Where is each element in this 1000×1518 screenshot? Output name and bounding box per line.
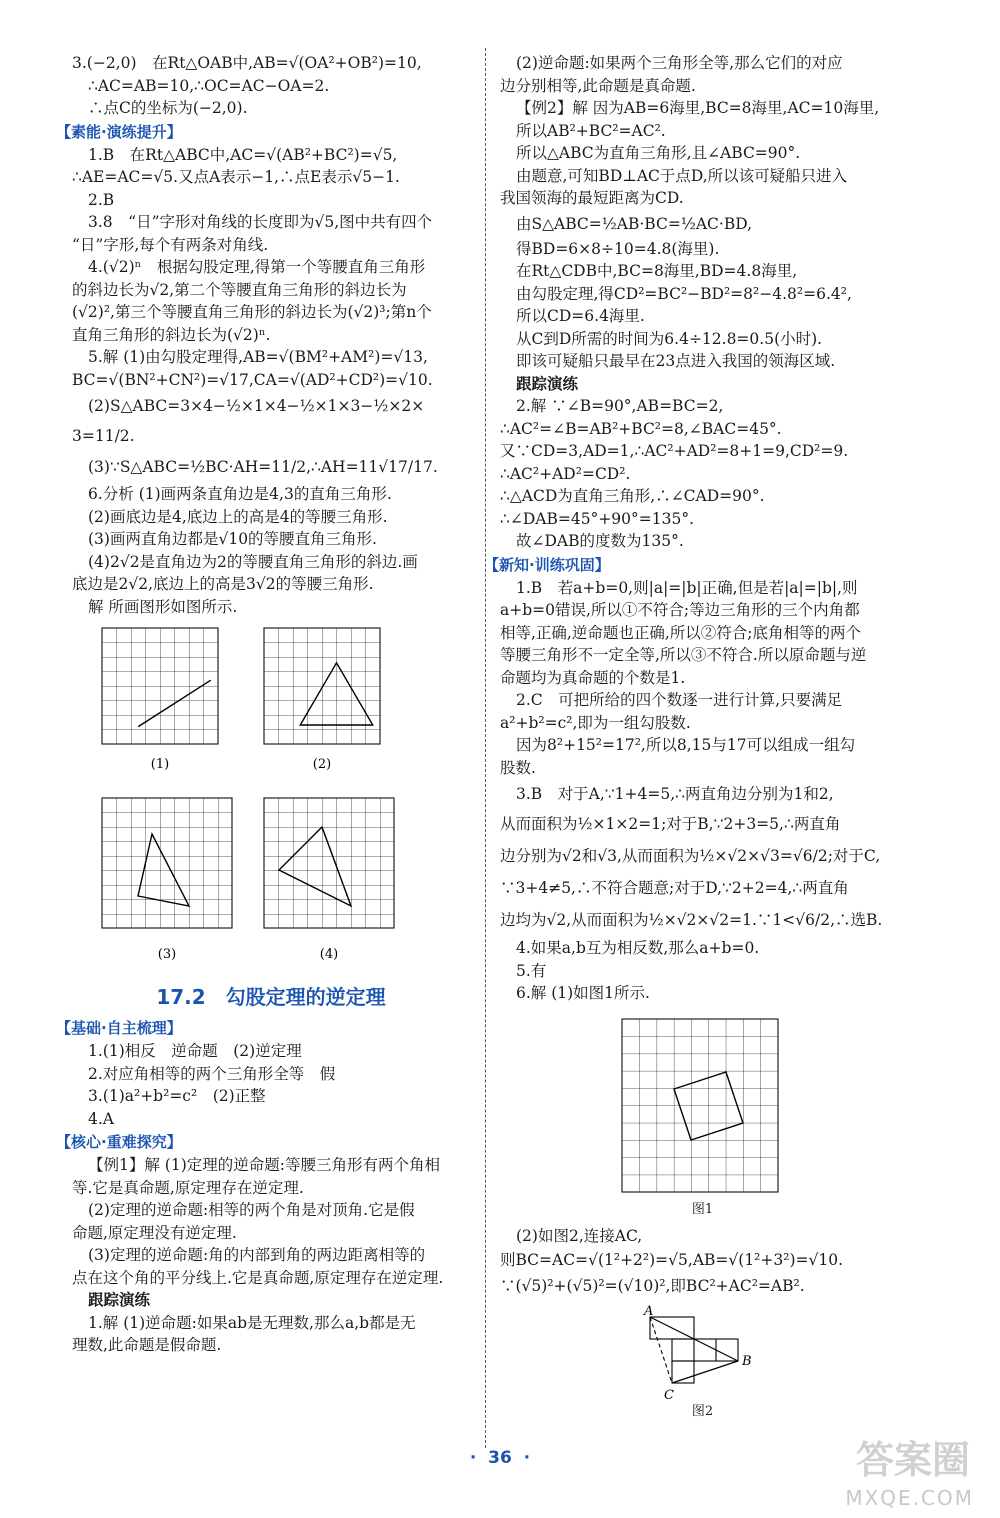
- example-2-line: 所以AB²+BC²=AC².: [516, 121, 666, 140]
- left-column: [56, 52, 470, 1357]
- answer-x1-line: 相等,正确,逆命题也正确,所以②符合;底角相等的两个: [500, 623, 862, 642]
- answer-s3-line: “日”字形,每个有两条对角线.: [72, 235, 269, 254]
- fig-label-4: (4): [319, 947, 339, 962]
- answer-s6: 6.分析 (1)画两条直角边是4,3的直角三角形.: [88, 485, 392, 503]
- answer-s3: 3.8 “日”字形对角线的长度即为√5,图中共有四个: [88, 213, 433, 231]
- answer-x3-line: 边分别为√2和√3,从而面积为½×√2×√3=√6/2;对于C,: [500, 847, 881, 865]
- figure-2: [500, 1303, 905, 1421]
- point-b-label: B: [742, 1354, 752, 1369]
- answer-s1-line: ∴AE=AC=√5.又点A表示−1,∴点E表示√5−1.: [72, 168, 400, 186]
- example-2-line: 由勾股定理,得CD²=BC²−BD²=8²−4.8²=6.4²,: [516, 284, 852, 303]
- answer-j3: 3.(1)a²+b²=c² (2)正整: [88, 1087, 266, 1105]
- example-2-line: 从C到D所需的时间为6.4÷12.8=0.5(小时).: [516, 329, 823, 348]
- grid-figure-4: [264, 798, 394, 928]
- answer-s4-line: 直角三角形的斜边长为(√2)ⁿ.: [72, 325, 271, 344]
- example-1-line: (3)定理的逆命题:角的内部到角的两边距离相等的: [88, 1246, 426, 1264]
- grid-figures: [72, 622, 470, 974]
- answer-s6-line: (2)画底边是4,底边上的高是4的等腰三角形.: [88, 507, 388, 526]
- answer-x1-line: a+b=0错误,所以①不符合;等边三角形的三个内角都: [500, 601, 860, 619]
- answer-x1: 1.B 若a+b=0,则|a|=|b|正确,但是若|a|=|b|,则: [516, 578, 858, 597]
- answer-j2: 2.对应角相等的两个三角形全等 假: [88, 1064, 336, 1083]
- fig-label-2: (2): [312, 757, 332, 772]
- example-2-line: 在Rt△CDB中,BC=8海里,BD=4.8海里,: [516, 262, 798, 280]
- answer-x3-line: 边均为√2,从而面积为½×√2×√2=1.∵1<√6/2,∴选B.: [500, 911, 883, 929]
- answer-3: 3.(−2,0) 在Rt△OAB中,AB=√(OA²+OB²)=10,: [72, 54, 422, 72]
- example-2-line: 即该可疑船只最早在23点进入我国的领海区域.: [516, 352, 836, 370]
- answer-j4: 4.A: [88, 1109, 114, 1128]
- page-number: · 36 ·: [469, 1448, 531, 1468]
- example-2-line: 所以△ABC为直角三角形,且∠ABC=90°.: [516, 144, 801, 162]
- tracking-answer-2: 2.解 ∵∠B=90°,AB=BC=2,: [516, 397, 724, 415]
- answer-s6-line: (4)2√2是直角边为2的等腰直角三角形的斜边.画: [88, 552, 418, 571]
- answer-s1: 1.B 在Rt△ABC中,AC=√(AB²+BC²)=√5,: [88, 145, 398, 164]
- answer-s2: 2.B: [88, 190, 115, 209]
- watermark-url: MXQE.COM: [845, 1486, 974, 1510]
- figure-2-svg: [500, 1303, 905, 1403]
- example-1-line: 点在这个角的平分线上.它是真命题,原定理存在逆定理.: [72, 1268, 444, 1287]
- answer-s5-line: (2)S△ABC=3×4−½×1×4−½×1×3−½×2×: [88, 397, 425, 415]
- grid-figure-1: [102, 628, 218, 744]
- answer-s5-line: 3=11/2.: [72, 427, 135, 445]
- answer-3-line: ∴AC=AB=10,∴OC=AC−OA=2.: [88, 76, 330, 95]
- answer-x6-line: (2)如图2,连接AC,: [516, 1226, 643, 1245]
- tracking-practice-heading: 跟踪演练: [88, 1290, 151, 1309]
- example-2-line: 由S△ABC=½AB·BC=½AC·BD,: [516, 214, 753, 233]
- example-2-line: 所以CD=6.4海里.: [516, 307, 645, 325]
- grid-figures-svg: [72, 622, 470, 974]
- answer-s6-line: 底边是2√2,底边上的高是3√2的等腰三角形.: [72, 575, 374, 593]
- answer-x2-line: a²+b²=c²,即为一组勾股数.: [500, 713, 691, 732]
- tracking-answer-1: 1.解 (1)逆命题:如果ab是无理数,那么a,b都是无: [88, 1313, 416, 1332]
- figure-1: [500, 1009, 905, 1221]
- example-2-line: 由题意,可知BD⊥AC于点D,所以该可疑船只进入: [516, 166, 848, 185]
- figure-2-caption: 图2: [691, 1404, 714, 1419]
- answer-x2-line: 因为8²+15²=17²,所以8,15与17可以组成一组勾: [516, 736, 856, 754]
- answer-x3-line: 从而面积为½×1×2=1;对于B,∵2+3=5,∴两直角: [500, 815, 841, 833]
- tracking-answer-1-line: 理数,此命题是假命题.: [72, 1336, 222, 1354]
- tracking-answer-2-line: ∴∠DAB=45°+90°=135°.: [500, 509, 695, 528]
- right-column: [484, 52, 905, 1425]
- tracking-answer-1b: (2)逆命题:如果两个三角形全等,那么它们的对应: [516, 54, 843, 72]
- column-divider: [485, 48, 486, 1448]
- example-2-line: 得BD=6×8÷10=4.8(海里).: [516, 239, 720, 258]
- answer-x3: 3.B 对于A,∵1+4=5,∴两直角边分别为1和2,: [516, 785, 834, 803]
- answer-s5-line: (3)∵S△ABC=½BC·AH=11/2,∴AH=11√17/17.: [88, 458, 438, 476]
- answer-s6-line: (3)画两直角边都是√10的等腰直角三角形.: [88, 530, 377, 548]
- section-title: 17.2 勾股定理的逆定理: [156, 985, 386, 1009]
- answer-j1: 1.(1)相反 逆命题 (2)逆定理: [88, 1042, 302, 1060]
- answer-s4-line: (√2)²,第三个等腰直角三角形的斜边长为(√2)³;第n个: [72, 303, 432, 321]
- answer-s4: 4.(√2)ⁿ 根据勾股定理,得第一个等腰直角三角形: [88, 258, 426, 276]
- answer-s5-line: BC=√(BN²+CN²)=√17,CA=√(AD²+CD²)=√10.: [72, 370, 433, 389]
- answer-x2-line: 股数.: [500, 758, 536, 777]
- answer-x4: 4.如果a,b互为相反数,那么a+b=0.: [516, 939, 760, 957]
- figure-1-svg: [500, 1009, 905, 1201]
- answer-x1-line: 等腰三角形不一定全等,所以③不符合.所以原命题与逆: [500, 646, 867, 664]
- answer-x6-line: ∵(√5)²+(√5)²=(√10)²,即BC²+AC²=AB².: [500, 1277, 805, 1295]
- section-heading-hexin: 【核心·重难探究】: [56, 1133, 182, 1151]
- tracking-answer-1b-line: 边分别相等,此命题是真命题.: [500, 76, 696, 95]
- example-2: 【例2】解 因为AB=6海里,BC=8海里,AC=10海里,: [516, 99, 880, 117]
- answer-x2: 2.C 可把所给的四个数逐一进行计算,只要满足: [516, 691, 843, 709]
- tracking-answer-2-line: ∴△ACD为直角三角形,∴∠CAD=90°.: [500, 487, 765, 505]
- answer-x3-line: ∵3+4≠5,∴不符合题意;对于D,∵2+2=4,∴两直角: [500, 879, 849, 897]
- tracking-answer-2-line: 故∠DAB的度数为135°.: [516, 532, 684, 550]
- answer-x5: 5.有: [516, 961, 547, 980]
- example-2-line: 我国领海的最短距离为CD.: [500, 189, 684, 207]
- example-1-line: (2)定理的逆命题:相等的两个角是对顶角.它是假: [88, 1201, 415, 1219]
- answer-x1-line: 命题均为真命题的个数是1.: [500, 668, 686, 687]
- tracking-answer-2-line: 又∵CD=3,AD=1,∴AC²+AD²=8+1=9,CD²=9.: [500, 442, 849, 460]
- figure-1-caption: 图1: [691, 1201, 714, 1217]
- tracking-answer-2-line: ∴AC²+AD²=CD².: [500, 464, 631, 483]
- point-c-label: C: [664, 1388, 674, 1403]
- point-a-label: A: [644, 1304, 654, 1319]
- section-heading-suneng: 【素能·演练提升】: [56, 122, 182, 141]
- page-number-value: 36: [488, 1448, 512, 1468]
- example-1: 【例1】解 (1)定理的逆命题:等腰三角形有两个角相: [88, 1156, 440, 1174]
- grid-figure-2: [264, 628, 380, 744]
- answer-3-line: ∴点C的坐标为(−2,0).: [88, 99, 248, 117]
- watermark-logo: 答案圈: [855, 1438, 970, 1482]
- answer-s4-line: 的斜边长为√2,第二个等腰直角三角形的斜边长为: [72, 280, 407, 299]
- example-1-line: 命题,原定理没有逆定理.: [72, 1223, 237, 1242]
- example-1-line: 等.它是真命题,原定理存在逆定理.: [72, 1178, 304, 1197]
- fig-label-1: (1): [150, 757, 170, 772]
- tracking-practice-heading-2: 跟踪演练: [516, 373, 579, 393]
- section-heading-jichu: 【基础·自主梳理】: [56, 1019, 182, 1037]
- answer-x6: 6.解 (1)如图1所示.: [516, 984, 650, 1002]
- tracking-answer-2-line: ∴AC²=∠B=AB²+BC²=8,∠BAC=45°.: [500, 419, 782, 438]
- answer-x6-line: 则BC=AC=√(1²+2²)=√5,AB=√(1²+3²)=√10.: [500, 1251, 844, 1269]
- answer-s6-line: 解 所画图形如图所示.: [88, 597, 238, 616]
- answer-s5: 5.解 (1)由勾股定理得,AB=√(BM²+AM²)=√13,: [88, 348, 428, 366]
- fig-label-3: (3): [157, 947, 177, 962]
- grid-figure-3: [102, 798, 232, 928]
- section-heading-xinzhi: 【新知·训练巩固】: [484, 555, 610, 574]
- figure-2-drawing: [643, 1304, 752, 1403]
